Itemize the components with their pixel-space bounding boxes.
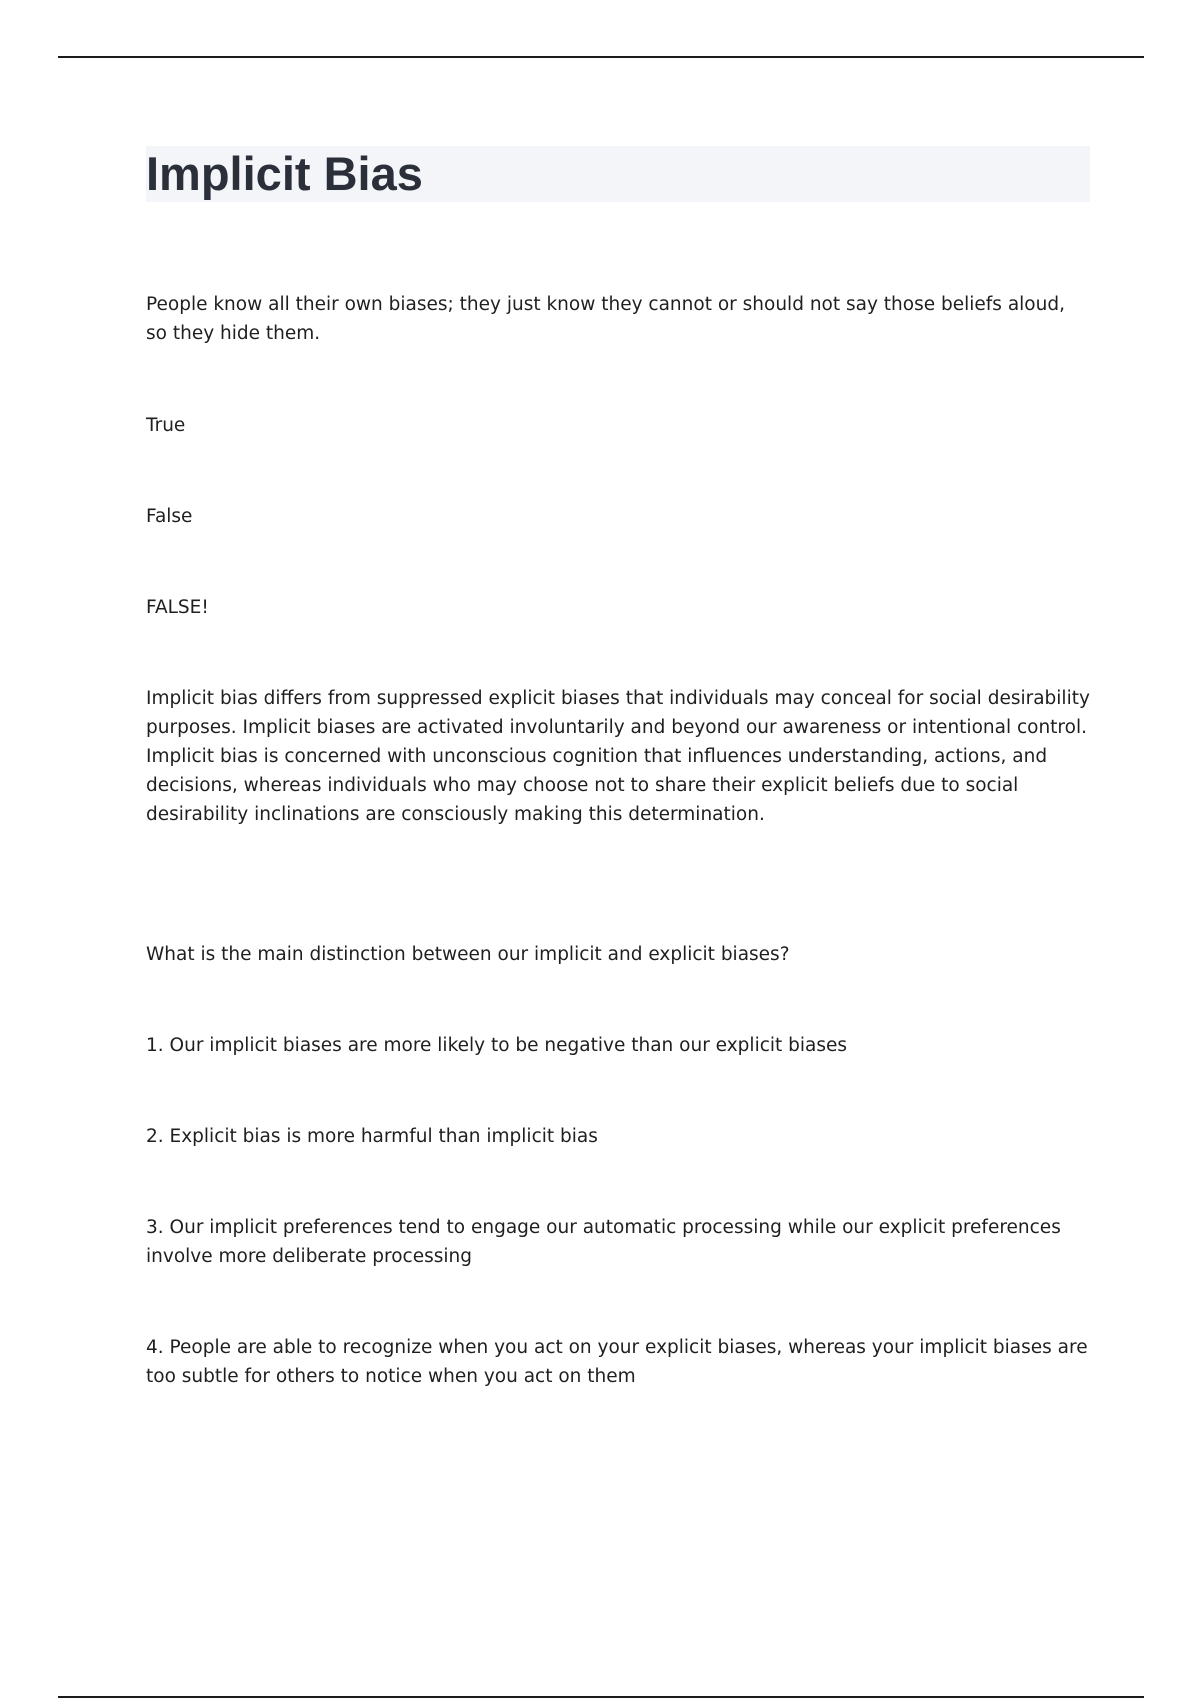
question-2-option-4: 4. People are able to recognize when you act on your explicit biases, whereas your implicit biases are too subtle for others to notice when you act on them (146, 1337, 1088, 1387)
question-1-explanation: Implicit bias differs from suppressed explicit biases that individuals may conceal for social desirability purposes. Implicit biases are activated involuntarily and beyond our awareness or intentional control. Implicit bias is concerned with unconscious cognition that influences understanding, actions, and decisions, whereas individuals who may choose not to share their explicit beliefs due to social desirability inclinations are consciously making this determination. (146, 688, 1090, 825)
question-1-option-false: False (146, 506, 193, 527)
question-2-text: What is the main distinction between our implicit and explicit biases? (146, 944, 790, 965)
question-1-answer: FALSE! (146, 597, 209, 618)
bottom-page-rule (58, 1696, 1144, 1698)
question-1-text: People know all their own biases; they just know they cannot or should not say those beliefs aloud, so they hide them. (146, 294, 1065, 344)
question-1-option-true: True (146, 415, 186, 436)
page-title: Implicit Bias (146, 147, 423, 200)
top-page-rule (58, 56, 1144, 58)
question-2-option-3: 3. Our implicit preferences tend to engage our automatic processing while our explicit preferences involve more deliberate processing (146, 1217, 1061, 1267)
title-section (146, 146, 1090, 202)
question-2-option-2: 2. Explicit bias is more harmful than implicit bias (146, 1126, 598, 1147)
question-2-option-1: 1. Our implicit biases are more likely to be negative than our explicit biases (146, 1035, 848, 1056)
title-band (146, 146, 1090, 202)
